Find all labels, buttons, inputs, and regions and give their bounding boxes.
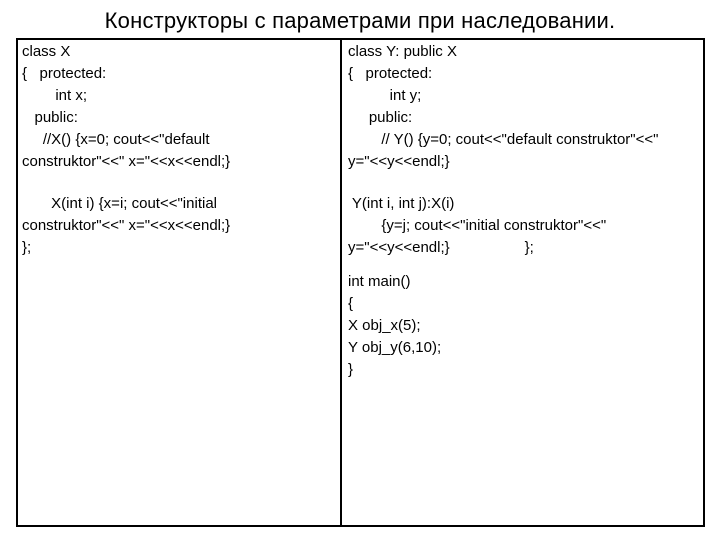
- column-divider: [340, 38, 342, 527]
- code-line: y="<<y<<endl;}: [348, 153, 450, 170]
- code-line: { protected:: [348, 65, 433, 82]
- code-line: public:: [22, 109, 78, 126]
- code-line: }: [348, 361, 354, 378]
- code-line: class Y: public X: [348, 43, 457, 60]
- code-line: X obj_x(5);: [348, 317, 421, 334]
- code-line: Y obj_y(6,10);: [348, 339, 442, 356]
- class-x-code: [22, 41, 336, 259]
- code-line: {y=j; cout<<"initial construktor"<<": [348, 217, 607, 234]
- code-line: int y;: [348, 87, 422, 104]
- code-line: y="<<y<<endl;} };: [348, 239, 534, 256]
- slide-title: Конструкторы с параметрами при наследовании.: [104, 8, 616, 33]
- blank-line: [348, 259, 702, 271]
- code-line: };: [22, 239, 32, 256]
- blank-line: [22, 173, 336, 193]
- class-y-code: [348, 41, 702, 381]
- code-line: X(int i) {x=i; cout<<"initial: [22, 195, 217, 212]
- code-line: public:: [348, 109, 413, 126]
- code-line: {: [348, 295, 354, 312]
- blank-line: [348, 173, 702, 193]
- code-line: int main(): [348, 273, 411, 290]
- code-line: Y(int i, int j):X(i): [348, 195, 455, 212]
- code-line: // Y() {y=0; cout<<"default construktor"<<": [348, 131, 659, 148]
- code-line: { protected:: [22, 65, 107, 82]
- code-line: construktor"<<" x="<<x<<endl;}: [22, 153, 231, 170]
- code-line: //X() {x=0; cout<<"default: [22, 131, 210, 148]
- code-line: construktor"<<" x="<<x<<endl;}: [22, 217, 231, 234]
- code-line: class X: [22, 43, 71, 60]
- code-line: int x;: [22, 87, 88, 104]
